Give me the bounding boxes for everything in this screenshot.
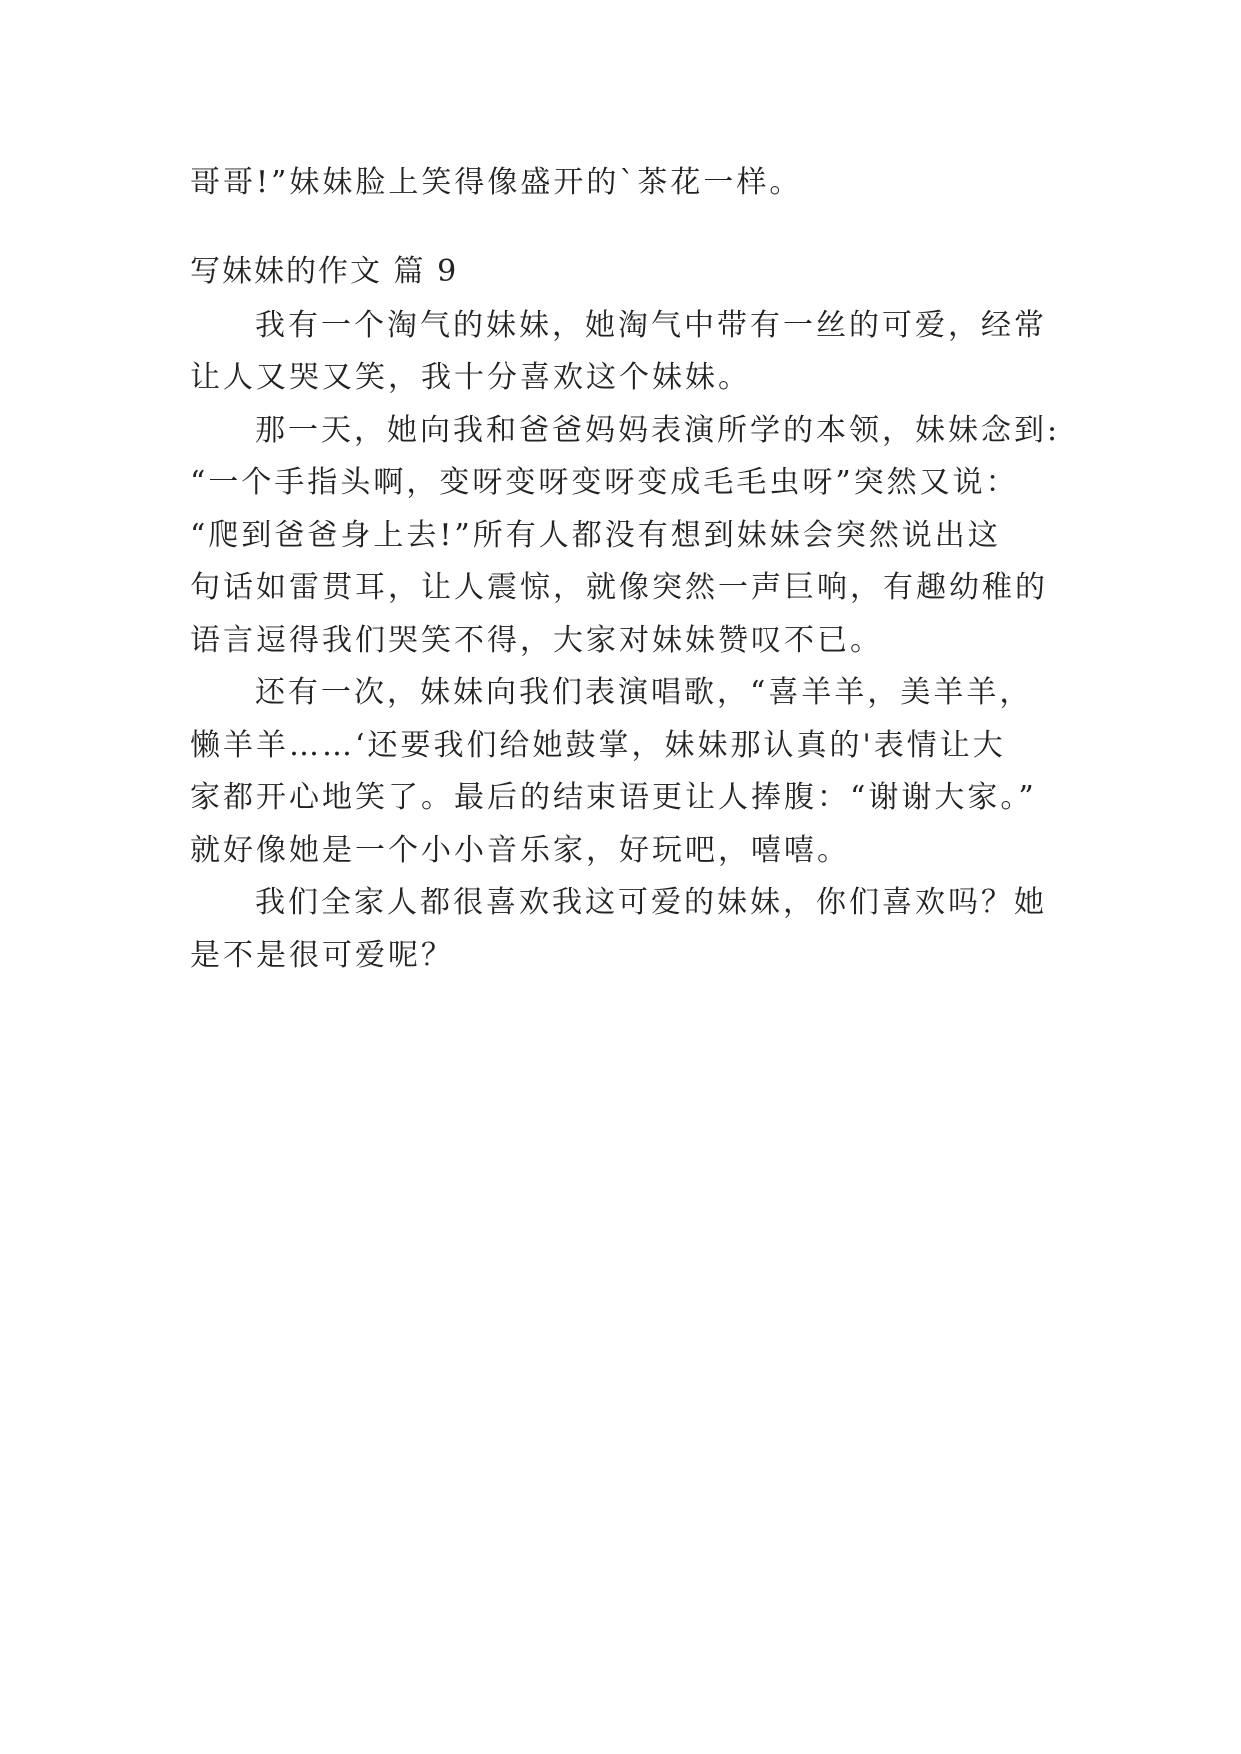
paragraph-line: 语言逗得我们哭笑不得，大家对妹妹赞叹不已。 (190, 623, 883, 658)
section-title: 写妹妹的作文 篇 9 (190, 254, 459, 289)
paragraph-line: 是不是很可爱呢？ (190, 938, 454, 973)
paragraph-line: 懒羊羊……‘还要我们给她鼓掌，妹妹那认真的'表情让大 (190, 728, 1006, 763)
paragraph-line: 家都开心地笑了。最后的结束语更让人捧腹：“谢谢大家。” (190, 780, 1037, 815)
paragraph-line: 让人又哭又笑，我十分喜欢这个妹妹。 (190, 360, 751, 395)
paragraph-line: 我有一个淘气的妹妹，她淘气中带有一丝的可爱，经常 (255, 308, 1047, 343)
paragraph-line: 句话如雷贯耳，让人震惊，就像突然一声巨响，有趣幼稚的 (190, 570, 1048, 605)
paragraph-line: “爬到爸爸身上去!”所有人都没有想到妹妹会突然说出这 (190, 518, 1001, 553)
previous-section-tail: 哥哥!”妹妹脸上笑得像盛开的`茶花一样。 (190, 165, 803, 200)
paragraph-line: 就好像她是一个小小音乐家，好玩吧，嘻嘻。 (190, 833, 850, 868)
paragraph-line: 我们全家人都很喜欢我这可爱的妹妹，你们喜欢吗？她 (255, 885, 1047, 920)
paragraph-line: 那一天，她向我和爸爸妈妈表演所学的本领，妹妹念到: (255, 413, 1061, 448)
paragraph-line: 还有一次，妹妹向我们表演唱歌，“喜羊羊，美羊羊， (255, 675, 1033, 710)
paragraph-line: “一个手指头啊，变呀变呀变呀变成毛毛虫呀”突然又说： (190, 465, 1019, 500)
